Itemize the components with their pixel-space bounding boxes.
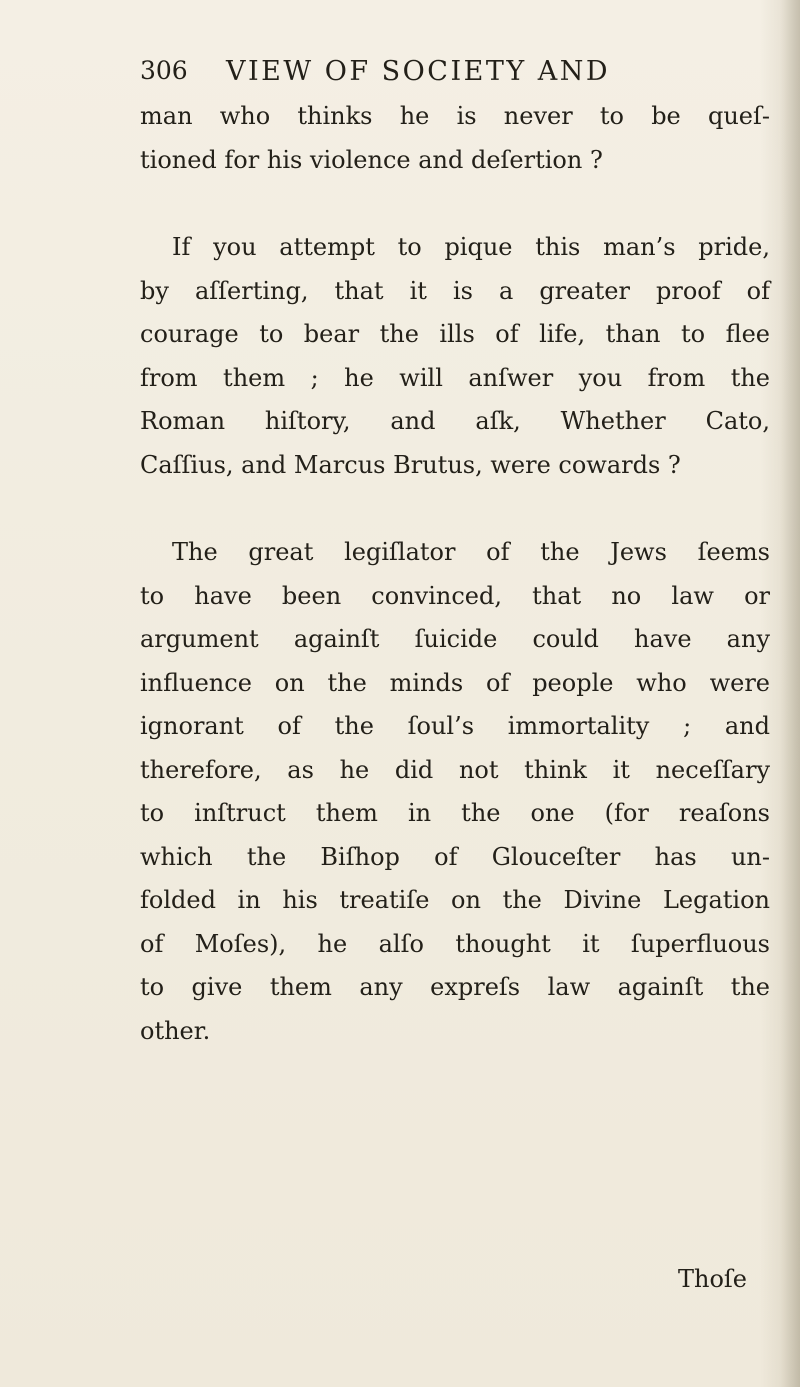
text-line: Caſſius, and Marcus Brutus, were cowards ? (140, 450, 681, 479)
running-head (140, 56, 780, 100)
text-line: man who thinks he is never to be queſ- (140, 102, 770, 130)
running-title: VIEW OF SOCIETY AND (226, 56, 611, 87)
text-line: other. (140, 1016, 211, 1045)
body-text (140, 95, 770, 1053)
text-line: folded in his treatiſe on the Divine Legation (140, 886, 770, 914)
text-line: which the Biſhop of Glouceſter has un- (140, 842, 770, 871)
text-line: tioned for his violence and deſertion ? (140, 145, 603, 174)
text-line: to give them any expreſs law againſt the (140, 973, 770, 1001)
text-line: of Moſes), he alſo thought it ſuperfluous (140, 929, 770, 958)
page-number: 306 (140, 56, 188, 85)
text-line: to have been convinced, that no law or (140, 581, 770, 610)
paragraph-2 (140, 226, 770, 487)
page-edge-shadow (780, 0, 800, 1387)
text-line: courage to bear the ills of life, than to flee (140, 320, 770, 348)
text-line: influence on the minds of people who were (140, 668, 770, 697)
text-line: from them ; he will anſwer you from the (140, 363, 770, 392)
text-line: ignorant of the ſoul’s immortality ; and (140, 712, 770, 740)
text-line: The great legiſlator of the Jews ſeems (172, 538, 770, 566)
paragraph-1 (140, 95, 770, 182)
text-line: Roman hiſtory, and aſk, Whether Cato, (140, 407, 770, 435)
catchword: Thoſe (678, 1265, 747, 1293)
paragraph-3 (140, 531, 770, 1053)
text-line: therefore, as he did not think it neceſſary (140, 755, 770, 784)
text-line: by aſſerting, that it is a greater proof of (140, 276, 770, 305)
paragraph-gap (140, 182, 770, 226)
text-line: If you attempt to pique this man’s pride, (172, 233, 770, 261)
text-line: to inſtruct them in the one (for reaſons (140, 799, 770, 827)
paragraph-gap (140, 487, 770, 531)
text-line: argument againſt ſuicide could have any (140, 625, 770, 653)
